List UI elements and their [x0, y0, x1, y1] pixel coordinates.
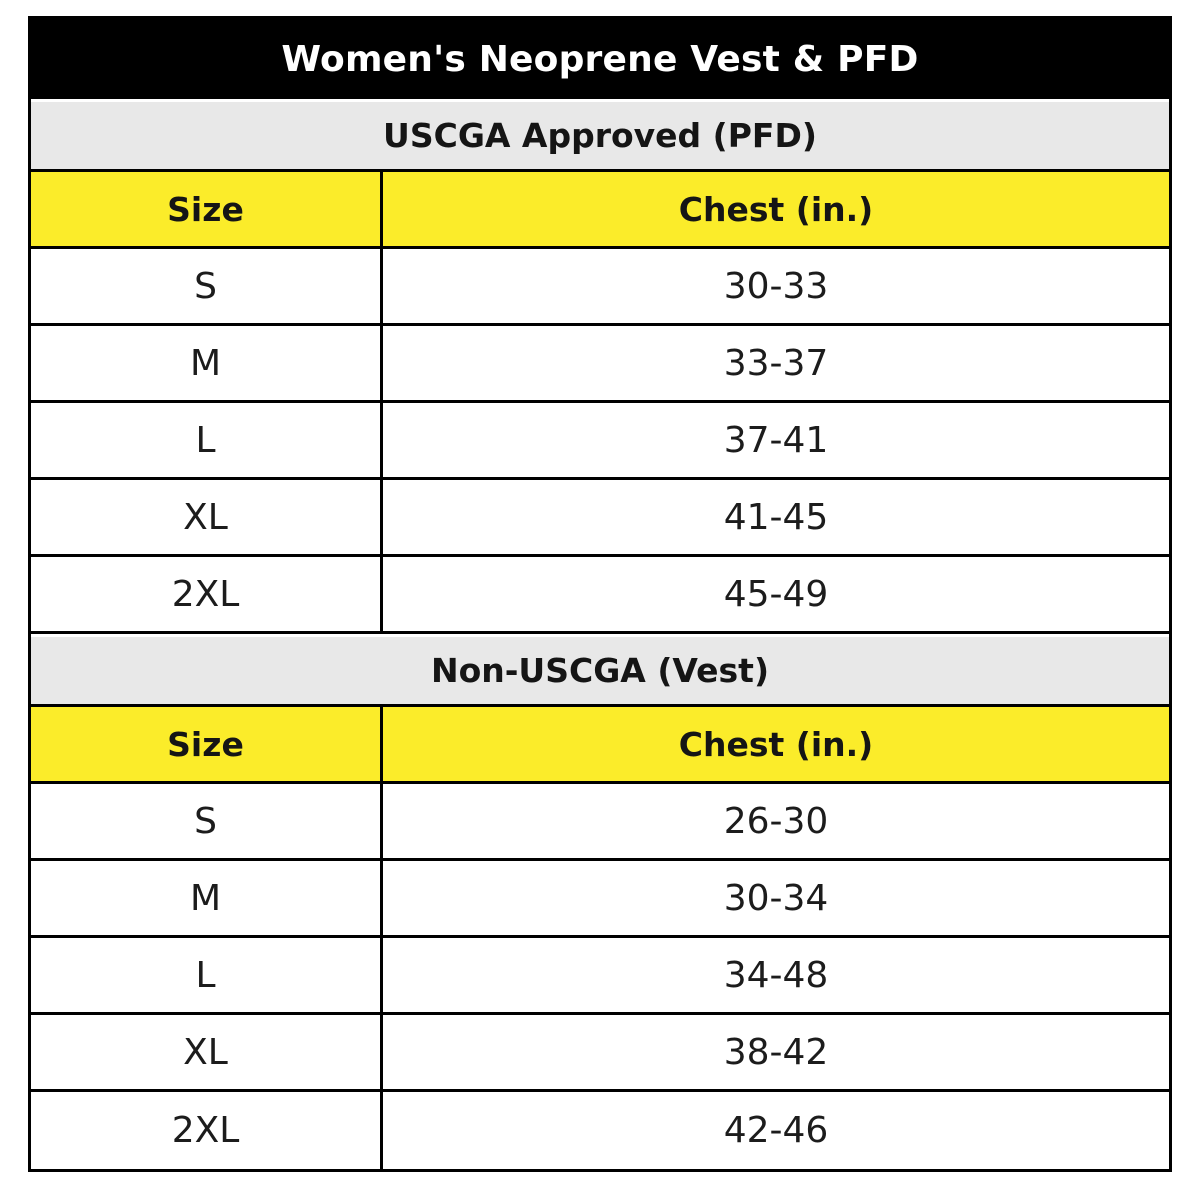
- column-header-size: Size: [31, 707, 383, 781]
- size-cell: S: [31, 249, 383, 323]
- column-header-chest: Chest (in.): [678, 724, 874, 764]
- table-row: [31, 784, 1169, 861]
- table-header-row: [31, 172, 1169, 249]
- chest-cell: 37-41: [723, 419, 829, 461]
- size-cell: M: [31, 326, 383, 400]
- chest-cell: 41-45: [723, 496, 829, 538]
- table-row: [31, 326, 1169, 403]
- table-row: [31, 861, 1169, 938]
- section-heading-uscga: USCGA Approved (PFD): [31, 99, 1169, 172]
- size-cell: L: [31, 938, 383, 1012]
- chest-cell: 42-46: [723, 1110, 829, 1151]
- table-row: [31, 403, 1169, 480]
- table-row: [31, 480, 1169, 557]
- size-cell: L: [31, 403, 383, 477]
- size-cell: M: [31, 861, 383, 935]
- column-header-chest: Chest (in.): [678, 189, 874, 229]
- table-row: [31, 557, 1169, 634]
- chest-cell: 34-48: [723, 954, 829, 996]
- table-row: [31, 1015, 1169, 1092]
- size-cell: XL: [31, 480, 383, 554]
- column-header-size: Size: [31, 172, 383, 246]
- chest-cell: 30-33: [723, 265, 829, 307]
- size-cell: XL: [31, 1015, 383, 1089]
- size-cell: S: [31, 784, 383, 858]
- chest-cell: 45-49: [723, 573, 829, 615]
- size-cell: 2XL: [31, 557, 383, 631]
- chest-cell: 38-42: [723, 1031, 829, 1073]
- size-cell: 2XL: [31, 1092, 383, 1169]
- chest-cell: 30-34: [723, 877, 829, 919]
- table-header-row: [31, 707, 1169, 784]
- chest-cell: 26-30: [723, 800, 829, 842]
- size-chart: [28, 16, 1172, 1172]
- section-heading-non-uscga: Non-USCGA (Vest): [31, 634, 1169, 707]
- chart-title: Women's Neoprene Vest & PFD: [31, 19, 1169, 99]
- table-row: [31, 249, 1169, 326]
- table-row: [31, 938, 1169, 1015]
- table-row: [31, 1092, 1169, 1169]
- chest-cell: 33-37: [723, 342, 829, 384]
